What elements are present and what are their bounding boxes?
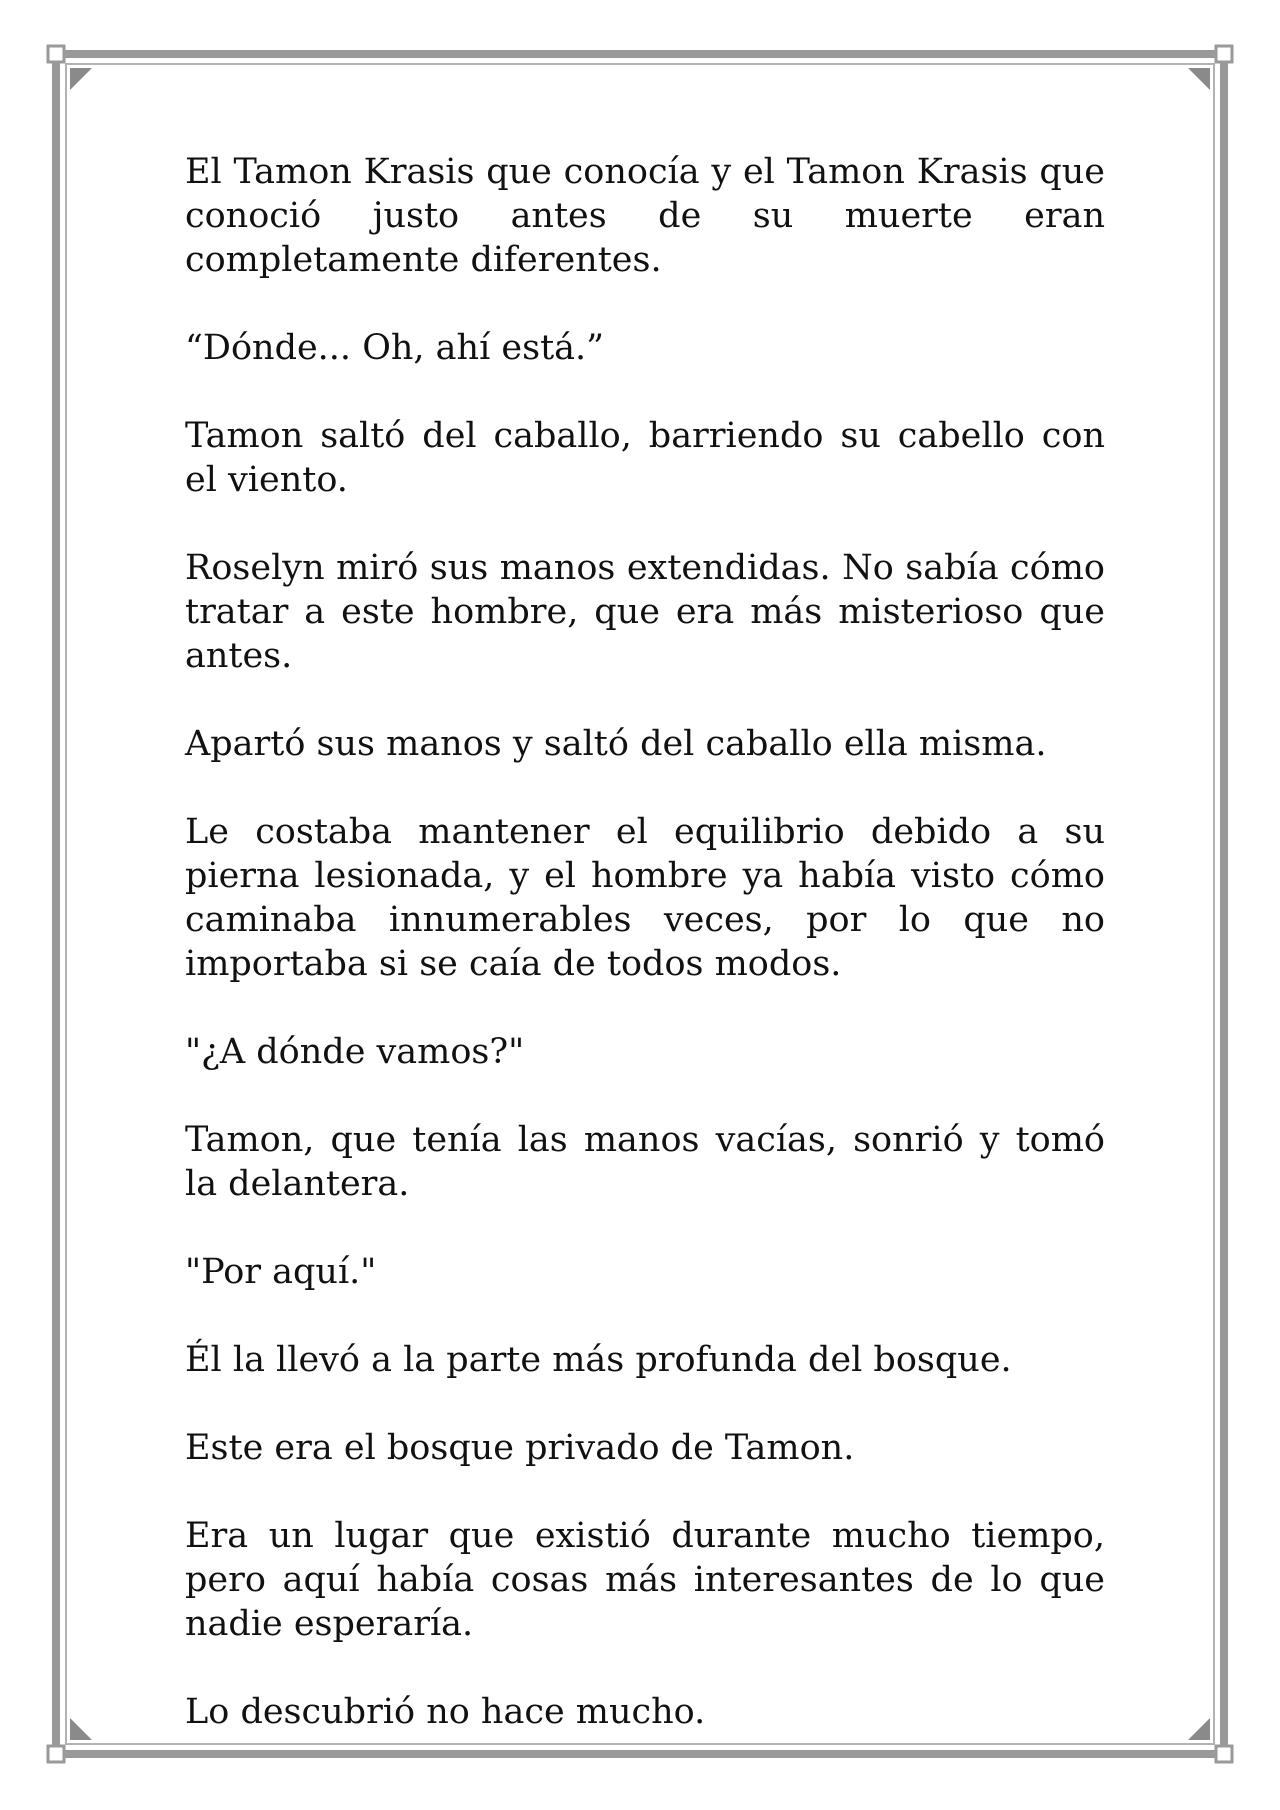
document-body (185, 150, 1105, 1778)
corner-triangle-top-left (70, 68, 92, 90)
paragraph: Apartó sus manos y saltó del caballo ella misma. (185, 724, 1047, 764)
corner-square-top-left (48, 46, 64, 62)
paragraph: "¿A dónde vamos?" (185, 1032, 525, 1072)
paragraph: Tamon, que tenía las manos vacías, sonrió y tomó la delantera. (185, 1120, 1105, 1204)
paragraph: Este era el bosque privado de Tamon. (185, 1428, 855, 1468)
corner-square-bottom-left (48, 1746, 64, 1762)
paragraph: Era un lugar que existió durante mucho tiempo, pero aquí había cosas más interesantes de lo que nadie esperaría. (185, 1516, 1105, 1644)
corner-triangle-bottom-right (1188, 1718, 1210, 1740)
paragraph: Roselyn miró sus manos extendidas. No sabía cómo tratar a este hombre, que era más misterioso que antes. (185, 548, 1105, 676)
corner-triangle-top-right (1188, 68, 1210, 90)
corner-square-bottom-right (1216, 1746, 1232, 1762)
paragraph: "Por aquí." (185, 1252, 377, 1292)
paragraph: Lo descubrió no hace mucho. (185, 1692, 706, 1732)
paragraph: Le costaba mantener el equilibrio debido a su pierna lesionada, y el hombre ya había visto cómo caminaba innumerables veces, por lo que no importaba si se caía de todos modos. (185, 812, 1105, 984)
paragraph: El Tamon Krasis que conocía y el Tamon Krasis que conoció justo antes de su muerte eran completamente diferentes. (185, 152, 1105, 280)
corner-square-top-right (1216, 46, 1232, 62)
paragraph: “Dónde... Oh, ahí está.” (185, 328, 605, 368)
paragraph: Tamon saltó del caballo, barriendo su cabello con el viento. (185, 416, 1105, 500)
paragraph: Él la llevó a la parte más profunda del bosque. (185, 1340, 1012, 1380)
corner-triangle-bottom-left (70, 1718, 92, 1740)
